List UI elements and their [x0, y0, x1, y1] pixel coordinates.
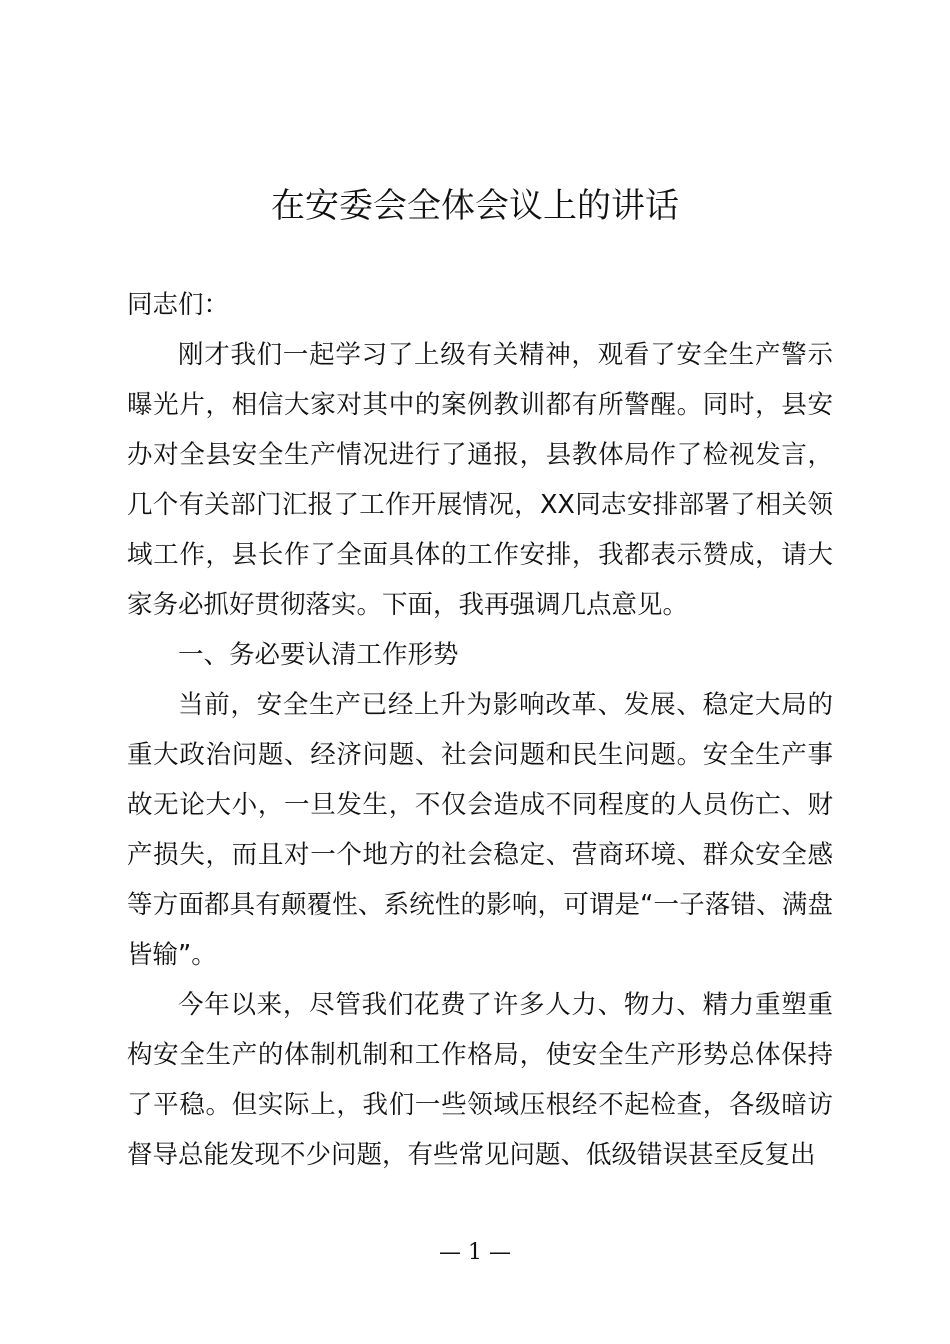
- paragraph-this-year: 今年以来，尽管我们花费了许多人力、物力、精力重塑重构安全生产的体制机制和工作格局，使安全生产形势总体保持了平稳。但实际上，我们一些领域压根经不起检查，各级暗访督导总能发现不少问题，有些常见问题、低级错误甚至反复出: [127, 990, 833, 1170]
- section-heading: 一、务必要认清工作形势: [178, 640, 459, 670]
- salutation: 同志们：: [127, 290, 230, 320]
- paragraph-situation: 当前，安全生产已经上升为影响改革、发展、稳定大局的重大政治问题、经济问题、社会问题和民生问题。安全生产事故无论大小，一旦发生，不仅会造成不同程度的人员伤亡、财产损失，而且对一个地方的社会稳定、营商环境、群众安全感等方面都具有颠覆性、系统性的影响，可谓是“一子落错、满盘皆输”。: [127, 690, 833, 970]
- document-title: 在安委会全体会议上的讲话: [271, 186, 679, 226]
- page-number: — 1 —: [439, 1240, 511, 1265]
- document-body: [127, 280, 833, 1180]
- paragraph-intro: 刚才我们一起学习了上级有关精神，观看了安全生产警示曝光片，相信大家对其中的案例教训都有所警醒。同时，县安办对全县安全生产情况进行了通报，县教体局作了检视发言，几个有关部门汇报了工作开展情况，XX同志安排部署了相关领域工作，县长作了全面具体的工作安排，我都表示赞成，请大家务必抓好贯彻落实。下面，我再强调几点意见。: [127, 340, 833, 620]
